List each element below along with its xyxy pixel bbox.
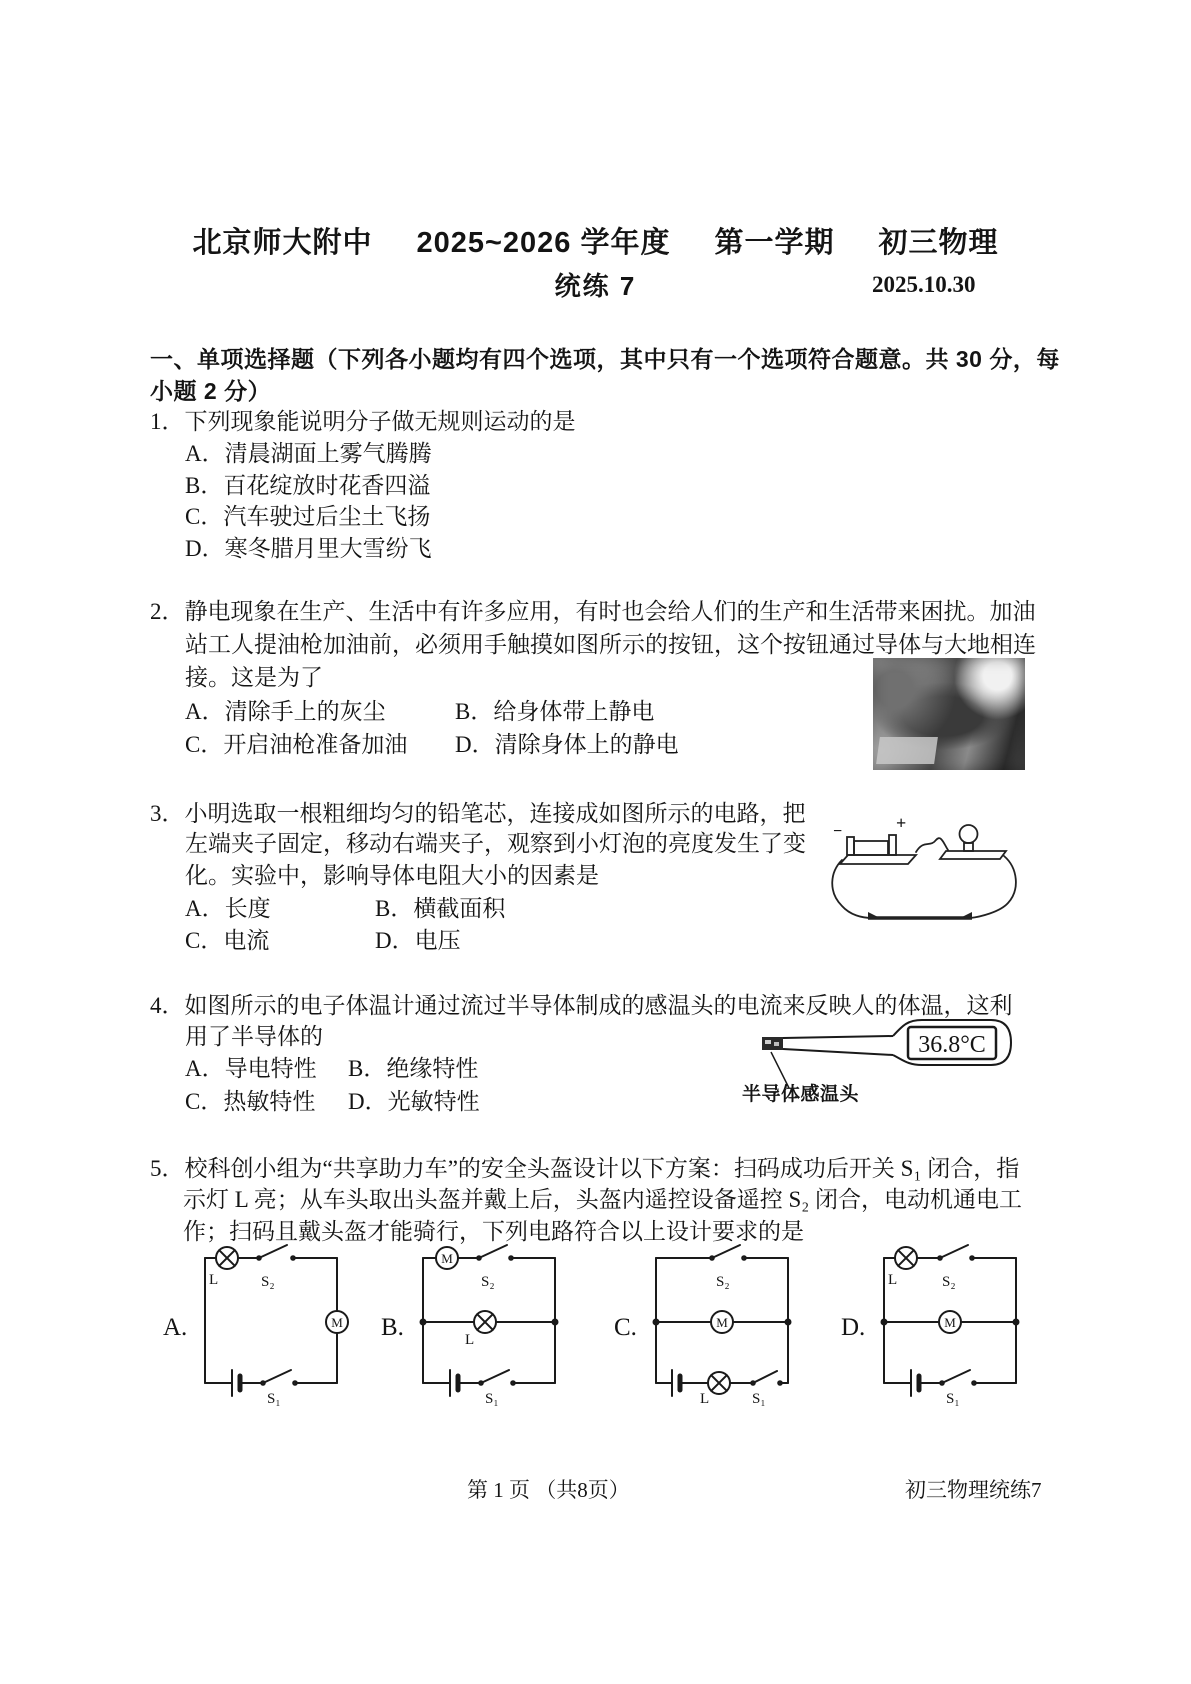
title-school: 北京师大附中 [192,227,373,259]
switch-s1-label: S₁ [485,1391,499,1407]
lamp-label: L [700,1391,710,1407]
title-year: 2025~2026 学年度 [416,227,671,259]
battery-holder-symbol [840,835,916,864]
lamp-label: L [465,1332,475,1348]
battery-symbol [911,1370,919,1396]
q2-stem-line1: 2．静电现象在生产、生活中有许多应用，有时也会给人们的生产和生活带来困扰。加油 [150,599,1036,624]
lamp-symbol [216,1247,238,1269]
q2-photo-plate [876,737,938,764]
switch-s2-symbol [477,1245,513,1260]
page-title [0,220,1191,261]
q1-option-a: A．清晨湖面上雾气腾腾 [185,441,432,466]
q5-stem-line1: 5．校科创小组为“共享助力车”的安全头盔设计以下方案：扫码成功后开关 S₁ 闭合，指 [150,1156,1020,1181]
q3-option-b: B．横截面积 [375,896,506,921]
q2-option-d: D．清除身体上的静电 [455,732,679,757]
q1-option-d: D．寒冬腊月里大雪纷飞 [185,536,432,561]
switch-s1-label: S₁ [267,1391,281,1407]
switch-s1-label: S₁ [752,1391,766,1407]
circuit-b-diagram [419,1242,571,1405]
lamp-symbol [708,1372,730,1394]
battery-symbol [232,1370,240,1396]
battery-plus-label: + [896,813,907,833]
q2-option-a: A．清除手上的灰尘 [185,699,386,724]
q2-option-b: B．给身体带上静电 [455,699,655,724]
battery-minus-label: − [833,823,843,840]
q4-stem-line2: 用了半导体的 [185,1024,323,1049]
lamp-symbol [895,1247,917,1269]
motor-label: M [441,1251,453,1266]
battery-symbol [450,1370,458,1396]
switch-s1-symbol [479,1370,515,1385]
circuit-option-label-d: D. [841,1314,866,1341]
q4-option-c: C．热敏特性 [185,1089,316,1114]
motor-label: M [944,1315,956,1330]
q2-option-c: C．开启油枪准备加油 [185,732,408,757]
title-term: 第一学期 [714,227,835,259]
q5-stem-line3: 作；扫码且戴头盔才能骑行，下列电路符合以上设计要求的是 [183,1219,804,1244]
switch-s2-label: S₂ [261,1274,275,1290]
motor-label: M [716,1315,728,1330]
motor-label: M [331,1315,343,1330]
circuit-a-diagram [201,1242,353,1405]
circuit-c-diagram [652,1242,804,1405]
q2-stem-line2: 站工人提油枪加油前，必须用手触摸如图所示的按钮，这个按钮通过导体与大地相连 [185,632,1036,657]
circuit-option-label-a: A. [163,1314,188,1341]
q2-stem-line3: 接。这是为了 [185,665,323,690]
lamp-symbol [474,1311,496,1333]
q3-stem-line2: 左端夹子固定，移动右端夹子，观察到小灯泡的亮度发生了变 [185,831,806,856]
switch-s2-symbol [257,1245,295,1260]
q3-option-a: A．长度 [185,896,271,921]
switch-s2-label: S₂ [716,1274,730,1290]
footer-page-number: 第 1 页 （共8页） [467,1478,630,1502]
thermometer-reading: 36.8°C [918,1032,986,1058]
circuit-d-diagram [880,1242,1032,1405]
switch-s1-label: S₁ [946,1391,960,1407]
exam-date: 2025.10.30 [872,272,976,297]
switch-s2-label: S₂ [942,1274,956,1290]
section-header-line2: 小题 2 分） [150,378,272,404]
switch-s1-symbol [940,1370,976,1385]
q5-stem-line2: 示灯 L 亮；从车头取出头盔并戴上后，头盔内遥控设备遥控 S₂ 闭合，电动机通电工 [183,1187,1023,1212]
q4-option-a: A．导电特性 [185,1056,317,1081]
lamp-label: L [209,1272,219,1288]
bulb-holder-symbol [940,825,1006,859]
switch-s1-symbol [261,1370,297,1385]
switch-s2-label: S₂ [481,1274,495,1290]
q4-option-d: D．光敏特性 [348,1089,480,1114]
q3-stem-line1: 3．小明选取一根粗细均匀的铅笔芯，连接成如图所示的电路，把 [150,801,806,826]
lamp-label: L [888,1272,898,1288]
q3-stem-line3: 化。实验中，影响导体电阻大小的因素是 [185,863,599,888]
q3-pencil-lead-circuit-figure [828,806,1018,930]
q4-option-b: B．绝缘特性 [348,1056,479,1081]
q2-static-button-photo [873,658,1025,770]
footer-doc-label: 初三物理统练7 [905,1478,1042,1502]
circuit-option-label-c: C. [614,1314,637,1341]
battery-symbol [672,1370,680,1396]
switch-s2-symbol [710,1245,746,1260]
pencil-lead-symbol [868,912,972,918]
switch-s2-symbol [938,1245,974,1260]
title-subject: 初三物理 [878,227,999,259]
exam-subtitle: 统练 7 [554,271,637,301]
section-header-line1: 一、单项选择题（下列各小题均有四个选项，其中只有一个选项符合题意。共 30 分，每 [150,346,1060,372]
q1-stem: 1．下列现象能说明分子做无规则运动的是 [150,409,576,434]
q3-option-c: C．电流 [185,928,270,953]
q4-figure-label: 半导体感温头 [742,1084,860,1105]
q1-option-c: C．汽车驶过后尘土飞扬 [185,504,431,529]
q4-stem-line1: 4．如图所示的电子体温计通过流过半导体制成的感温头的电流来反映人的体温，这利 [150,993,1013,1018]
circuit-option-label-b: B. [381,1314,404,1341]
q3-option-d: D．电压 [375,928,461,953]
switch-s1-symbol [751,1371,782,1385]
q1-option-b: B．百花绽放时花香四溢 [185,473,431,498]
